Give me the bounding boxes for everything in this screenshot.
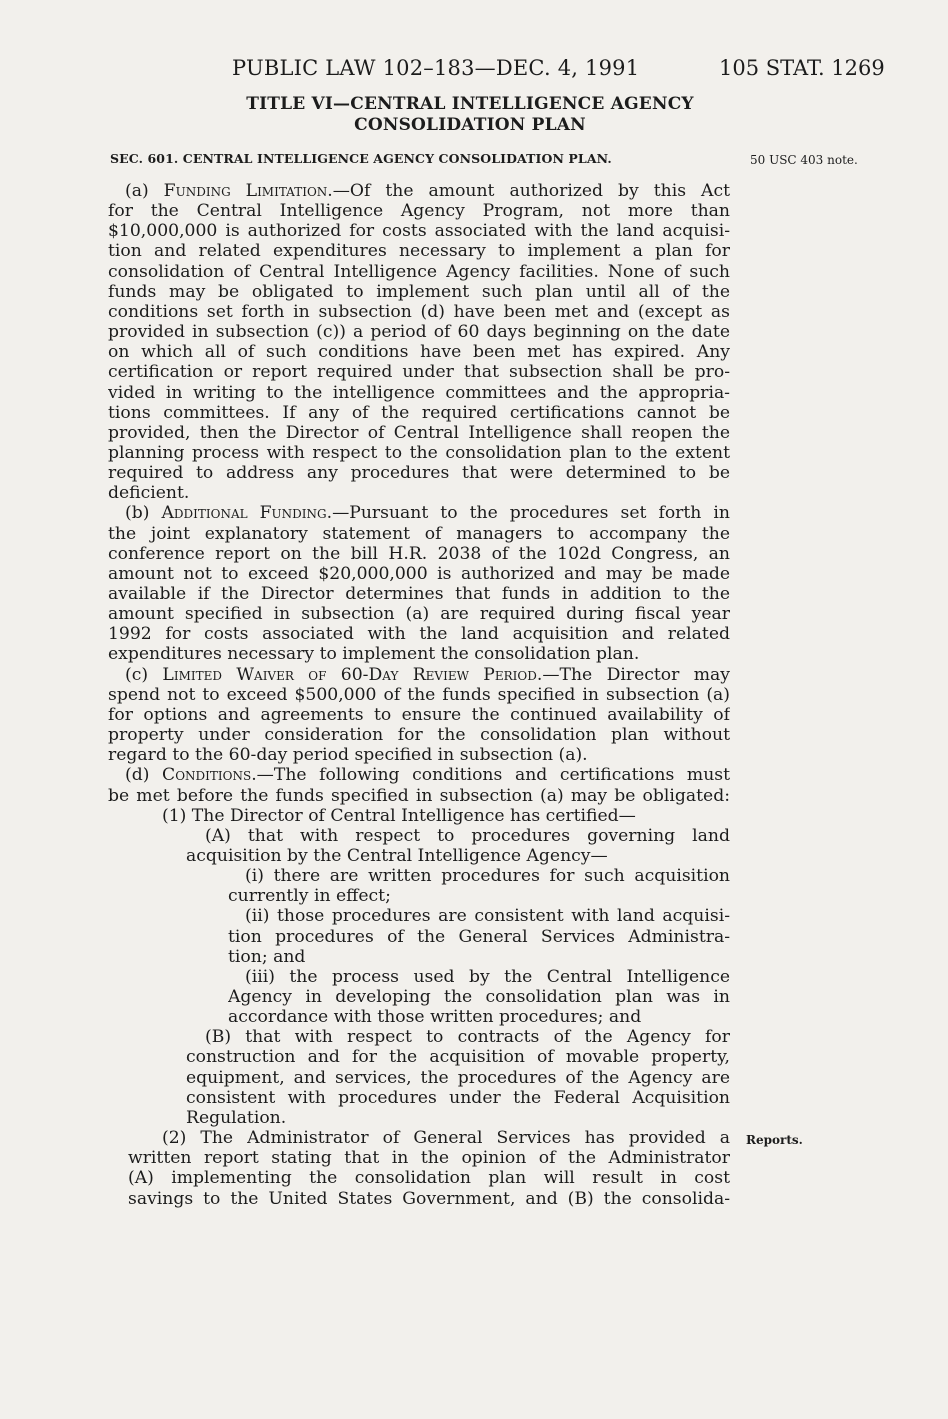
text-line [228,1007,641,1027]
text-line [186,1047,730,1067]
text-line [108,786,730,806]
line-text: available if the Director determines that funds in addition to the [108,584,730,604]
line-text: property under consideration for the consolidation plan without [108,725,730,746]
line-text: tion procedures of the General Services Administra- [228,926,730,947]
text-line [108,221,730,241]
text-line [128,1168,730,1188]
text-line [245,906,730,926]
text-line [245,866,730,886]
text-line [108,322,730,342]
section-heading: SEC. 601. CENTRAL INTELLIGENCE AGENCY CONSOLIDATION PLAN. [110,151,612,166]
line-text: provided in subsection (c)) a period of 60 days beginning on the date [108,322,730,343]
line-text: savings to the United States Government, and (B) the consolida- [128,1188,730,1209]
line-text: (A) that with respect to procedures governing land [205,825,730,846]
line-text: provided, then the Director of Central Intelligence shall reopen the [108,422,730,443]
text-line [108,604,730,624]
text-line [108,584,730,604]
text-line [108,544,730,564]
line-text: construction and for the acquisition of movable property, [186,1047,730,1068]
title-line-2: CONSOLIDATION PLAN [354,115,586,135]
line-text: .—The following conditions and certifications must [251,765,730,786]
text-line [108,362,730,382]
line-text: spend not to exceed $500,000 of the funds specified in subsection (a) [108,684,730,705]
running-header-law: PUBLIC LAW 102–183—DEC. 4, 1991 [232,56,640,80]
text-line [228,947,305,967]
line-text: tion; and [228,946,306,967]
text-line [228,886,391,906]
text-line [108,483,189,503]
line-text: amount specified in subsection (a) are required during fiscal year [108,604,730,625]
text-line [125,765,730,785]
line-text: tion and related expenditures necessary to implement a plan for [108,241,730,262]
text-line [108,705,730,725]
line-text: (2) The Administrator of General Services has provided a [162,1128,730,1149]
line-text: funds may be obligated to implement such plan until all of the [108,281,730,302]
subsection-heading: Additional Funding [161,503,327,524]
text-line [108,241,730,261]
text-line [108,624,730,644]
line-text: for the Central Intelligence Agency Program, not more than [108,201,730,222]
line-text: consolidation of Central Intelligence Agency facilities. None of such [108,261,730,282]
line-text: Regulation. [186,1107,287,1128]
line-text: conference report on the bill H.R. 2038 of the 102d Congress, an [108,543,730,564]
text-line [108,201,730,221]
text-line [108,443,730,463]
line-text: acquisition by the Central Intelligence Agency— [186,845,608,866]
text-line [125,665,730,685]
line-text: regard to the 60-day period specified in subsection (a). [108,745,588,766]
text-line [128,1189,730,1209]
line-text: tions committees. If any of the required certifications cannot be [108,402,730,423]
line-text: .—Pursuant to the procedures set forth in [326,503,730,524]
line-text: on which all of such conditions have been met has expired. Any [108,342,730,363]
running-header-stat: 105 STAT. 1269 [719,56,885,80]
text-line [162,806,636,826]
text-line [186,1068,730,1088]
line-text: (ii) those procedures are consistent with land acquisi- [245,906,730,927]
line-text: (B) that with respect to contracts of the Agency for [205,1027,730,1048]
text-line [108,685,730,705]
line-text: written report stating that in the opinion of the Administrator [128,1148,730,1169]
text-line [108,342,730,362]
line-text: 1992 for costs associated with the land acquisition and related [108,624,730,645]
margin-note-usc: 50 USC 403 note. [750,153,858,167]
text-line [108,644,639,664]
text-line [108,383,730,403]
line-text: (A) implementing the consolidation plan will result in cost [128,1168,730,1189]
subsection-label: (d) [125,765,163,786]
text-line [108,282,730,302]
text-line [228,987,730,1007]
text-line [186,1108,286,1128]
line-text: for options and agreements to ensure the continued availability of [108,704,730,725]
subsection-heading: Conditions [162,765,252,786]
text-line [108,463,730,483]
line-text: equipment, and services, the procedures of the Agency are [186,1067,730,1088]
line-text: .—The Director may [536,664,730,685]
line-text: $10,000,000 is authorized for costs associated with the land acquisi- [108,221,730,242]
line-text: vided in writing to the intelligence committees and the appropria- [108,382,730,403]
title-line-1: TITLE VI—CENTRAL INTELLIGENCE AGENCY [246,94,694,114]
text-line [125,181,730,201]
subsection-label: (a) [125,181,164,201]
line-text: (1) The Director of Central Intelligence has certified— [162,805,636,826]
text-line [108,524,730,544]
text-line [205,826,730,846]
line-text: (iii) the process used by the Central Intelligence [245,966,730,987]
line-text: deficient. [108,483,190,504]
text-line [162,1128,730,1148]
text-line [108,423,730,443]
subsection-label: (b) [125,503,162,524]
text-line [186,846,608,866]
line-text: consistent with procedures under the Federal Acquisition [186,1087,730,1108]
line-text: be met before the funds specified in subsection (a) may be obligated: [108,785,730,806]
line-text: accordance with those written procedures; and [228,1007,642,1028]
line-text: conditions set forth in subsection (d) have been met and (except as [108,301,730,322]
line-text: certification or report required under that subsection shall be pro- [108,362,730,383]
text-line [108,302,730,322]
line-text: the joint explanatory statement of managers to accompany the [108,523,730,544]
text-line [108,745,588,765]
margin-note-reports: Reports. [746,1133,803,1147]
line-text: currently in effect; [228,886,391,907]
line-text: Agency in developing the consolidation plan was in [228,987,730,1007]
text-line [128,1148,730,1168]
text-line [245,967,730,987]
subsection-heading: Funding Limitation [163,181,328,201]
line-text: (i) there are written procedures for such acquisition [245,866,730,887]
text-line [108,564,730,584]
text-line [108,262,730,282]
line-text: required to address any procedures that were determined to be [108,463,730,484]
line-text: planning process with respect to the consolidation plan to the extent [108,442,730,463]
subsection-heading: Limited Waiver of 60-Day Review Period [162,664,537,685]
line-text: .—Of the amount authorized by this Act [327,181,730,201]
text-line [125,503,730,523]
text-line [205,1027,730,1047]
line-text: amount not to exceed $20,000,000 is authorized and may be made [108,563,730,584]
text-line [228,927,730,947]
line-text: expenditures necessary to implement the consolidation plan. [108,644,640,665]
text-line [108,725,730,745]
text-line [108,403,730,423]
subsection-label: (c) [125,664,163,685]
text-line [186,1088,730,1108]
